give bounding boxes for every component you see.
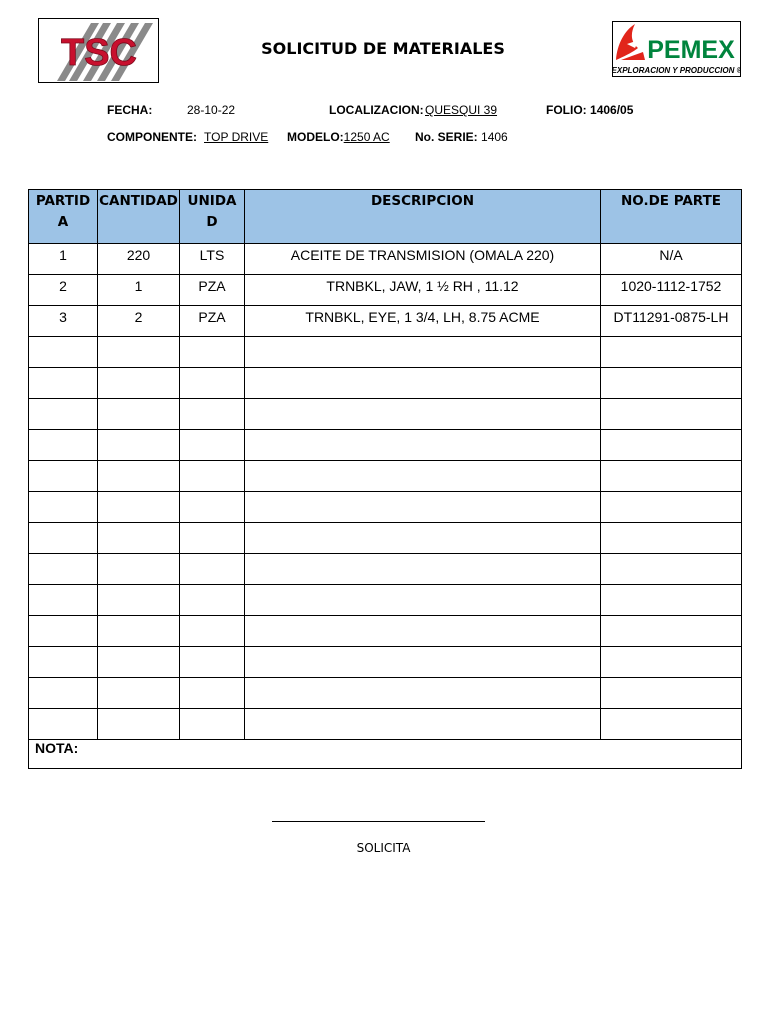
materials-table — [28, 189, 742, 769]
empty-cell — [29, 647, 98, 678]
empty-cell — [601, 461, 742, 492]
table-row — [29, 275, 742, 306]
empty-cell — [245, 492, 601, 523]
pemex-logo-graphic — [613, 22, 740, 76]
empty-rows — [29, 337, 742, 740]
empty-cell — [29, 616, 98, 647]
cell-unidad: PZA — [180, 275, 245, 306]
modelo-label: MODELO: — [287, 130, 344, 144]
empty-cell — [98, 492, 180, 523]
localizacion-value: QUESQUI 39 — [425, 103, 498, 117]
cell-cantidad: 1 — [98, 275, 180, 306]
empty-cell — [98, 523, 180, 554]
empty-cell — [245, 337, 601, 368]
empty-cell — [98, 678, 180, 709]
empty-cell — [180, 368, 245, 399]
cell-unidad: LTS — [180, 244, 245, 275]
empty-cell — [245, 430, 601, 461]
empty-cell — [601, 523, 742, 554]
empty-cell — [601, 368, 742, 399]
empty-cell — [601, 554, 742, 585]
empty-cell — [29, 523, 98, 554]
empty-cell — [245, 461, 601, 492]
cell-cantidad: 2 — [98, 306, 180, 337]
empty-cell — [601, 399, 742, 430]
tsc-logo-graphic — [39, 19, 158, 82]
folio-field — [546, 103, 633, 117]
empty-cell — [98, 430, 180, 461]
header-partida: PARTID A — [29, 190, 98, 244]
folio-label: FOLIO: — [546, 103, 587, 117]
empty-cell — [601, 585, 742, 616]
empty-cell — [601, 678, 742, 709]
serie-value: 1406 — [481, 130, 508, 144]
empty-table-row — [29, 616, 742, 647]
empty-cell — [98, 337, 180, 368]
empty-table-row — [29, 709, 742, 740]
empty-cell — [180, 678, 245, 709]
empty-table-row — [29, 430, 742, 461]
svg-text:EXPLORACION Y PRODUCCION ®: EXPLORACION Y PRODUCCION ® — [613, 66, 740, 75]
empty-table-row — [29, 678, 742, 709]
empty-cell — [98, 709, 180, 740]
empty-cell — [245, 554, 601, 585]
empty-table-row — [29, 492, 742, 523]
signature-label: SOLICITA — [356, 841, 411, 855]
empty-cell — [180, 337, 245, 368]
localizacion-label: LOCALIZACION: — [329, 103, 424, 117]
empty-table-row — [29, 647, 742, 678]
empty-cell — [601, 337, 742, 368]
cell-partida: 3 — [29, 306, 98, 337]
empty-table-row — [29, 337, 742, 368]
empty-cell — [29, 399, 98, 430]
cell-no-parte: N/A — [601, 244, 742, 275]
modelo-field — [287, 130, 390, 144]
empty-cell — [29, 709, 98, 740]
header-unidad: UNIDA D — [180, 190, 245, 244]
cell-cantidad: 220 — [98, 244, 180, 275]
empty-table-row — [29, 523, 742, 554]
empty-cell — [180, 585, 245, 616]
empty-cell — [29, 368, 98, 399]
empty-cell — [180, 616, 245, 647]
empty-cell — [98, 616, 180, 647]
empty-cell — [601, 616, 742, 647]
empty-cell — [98, 461, 180, 492]
cell-descripcion: TRNBKL, EYE, 1 3/4, LH, 8.75 ACME — [245, 306, 601, 337]
fecha-value: 28-10-22 — [187, 103, 236, 117]
empty-cell — [180, 399, 245, 430]
componente-value: TOP DRIVE — [204, 130, 269, 144]
header-descripcion: DESCRIPCION — [245, 190, 601, 244]
empty-cell — [180, 647, 245, 678]
empty-cell — [601, 647, 742, 678]
folio-value: 1406/05 — [590, 103, 634, 117]
pemex-eagle-icon — [616, 24, 645, 60]
header-cantidad: CANTIDAD — [98, 190, 180, 244]
empty-cell — [245, 523, 601, 554]
cell-descripcion: ACEITE DE TRANSMISION (OMALA 220) — [245, 244, 601, 275]
empty-cell — [601, 430, 742, 461]
empty-cell — [245, 585, 601, 616]
empty-cell — [245, 399, 601, 430]
pemex-logo — [612, 21, 741, 77]
fecha-label: FECHA: — [107, 103, 153, 117]
empty-cell — [180, 430, 245, 461]
cell-descripcion: TRNBKL, JAW, 1 ½ RH , 11.12 — [245, 275, 601, 306]
cell-no-parte: DT11291-0875-LH — [601, 306, 742, 337]
empty-cell — [180, 523, 245, 554]
nota-row — [29, 740, 742, 769]
empty-table-row — [29, 554, 742, 585]
header-no-parte: NO.DE PARTE — [601, 190, 742, 244]
cell-partida: 2 — [29, 275, 98, 306]
tsc-logo — [38, 18, 159, 83]
empty-cell — [29, 585, 98, 616]
empty-cell — [98, 585, 180, 616]
empty-cell — [180, 461, 245, 492]
empty-cell — [29, 492, 98, 523]
serie-field — [415, 130, 508, 144]
empty-table-row — [29, 585, 742, 616]
empty-cell — [245, 368, 601, 399]
cell-no-parte: 1020-1112-1752 — [601, 275, 742, 306]
empty-cell — [29, 678, 98, 709]
empty-cell — [245, 647, 601, 678]
empty-cell — [245, 709, 601, 740]
empty-cell — [601, 492, 742, 523]
empty-table-row — [29, 461, 742, 492]
empty-cell — [29, 554, 98, 585]
table-row — [29, 244, 742, 275]
cell-partida: 1 — [29, 244, 98, 275]
table-row — [29, 306, 742, 337]
empty-cell — [245, 616, 601, 647]
nota-label: NOTA: — [29, 740, 742, 769]
empty-cell — [29, 430, 98, 461]
empty-cell — [98, 368, 180, 399]
empty-cell — [29, 461, 98, 492]
svg-text:TSC: TSC — [61, 32, 137, 74]
serie-label: No. SERIE: — [415, 130, 478, 144]
table-header-row — [29, 190, 742, 244]
empty-cell — [180, 492, 245, 523]
signature-line — [272, 821, 485, 822]
empty-cell — [98, 554, 180, 585]
page-title: SOLICITUD DE MATERIALES — [261, 39, 505, 58]
modelo-value: 1250 AC — [343, 130, 390, 144]
empty-cell — [98, 647, 180, 678]
cell-unidad: PZA — [180, 306, 245, 337]
empty-cell — [601, 709, 742, 740]
svg-text:PEMEX: PEMEX — [647, 36, 735, 64]
empty-cell — [98, 399, 180, 430]
empty-table-row — [29, 368, 742, 399]
empty-table-row — [29, 399, 742, 430]
empty-cell — [29, 337, 98, 368]
componente-label: COMPONENTE: — [107, 130, 197, 144]
empty-cell — [245, 678, 601, 709]
empty-cell — [180, 554, 245, 585]
empty-cell — [180, 709, 245, 740]
